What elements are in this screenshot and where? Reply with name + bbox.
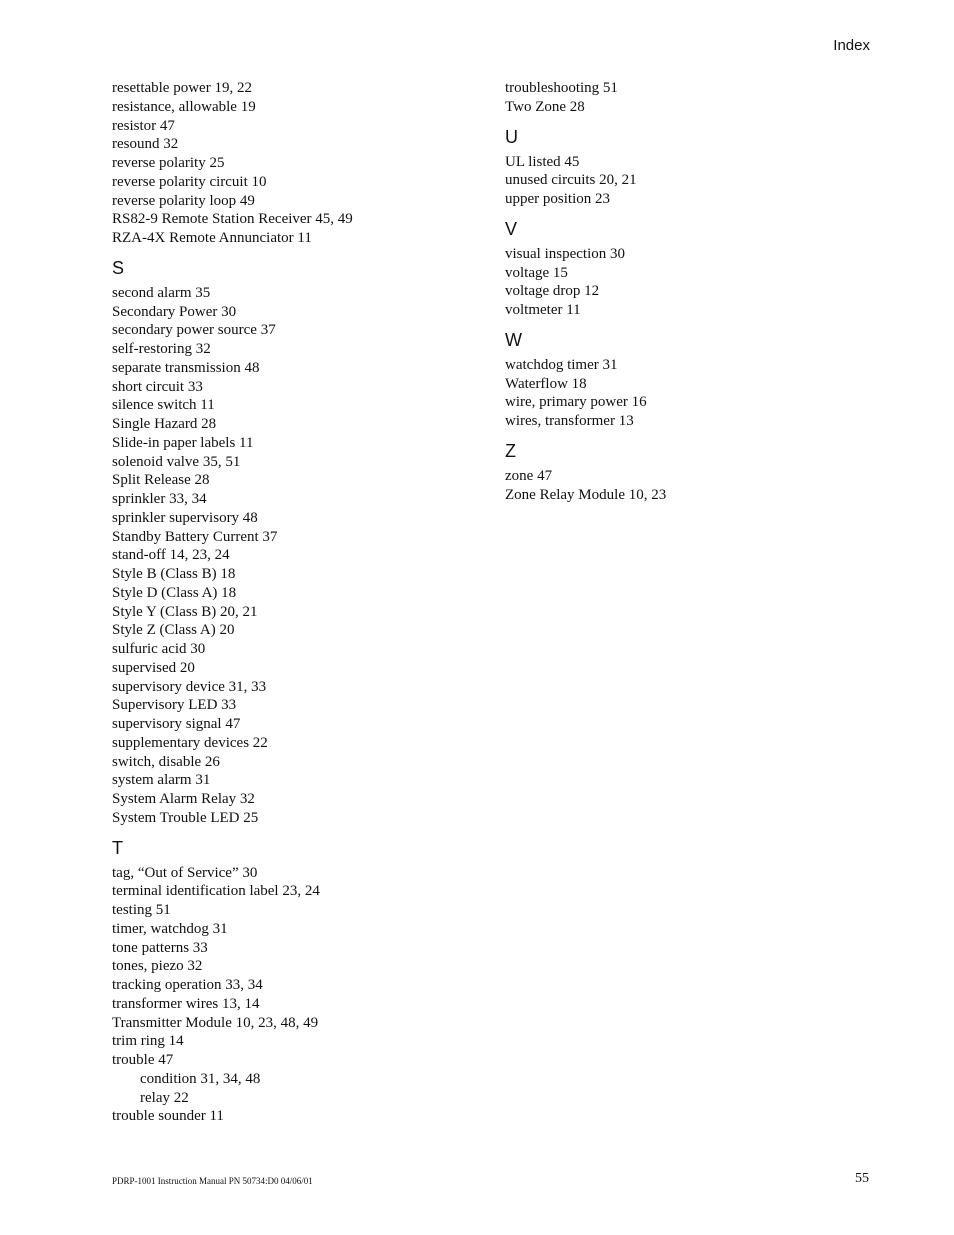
index-entry: Transmitter Module 10, 23, 48, 49 [112,1014,319,1031]
footer-page-number: 55 [855,1171,869,1186]
index-entry: supervisory device 31, 33 [112,678,267,695]
index-entry: System Trouble LED 25 [112,809,259,826]
index-entry: Two Zone 28 [505,98,585,115]
index-entry: RS82-9 Remote Station Receiver 45, 49 [112,211,353,228]
index-entry: reverse polarity circuit 10 [112,173,267,190]
footer-document-id: PDRP-1001 Instruction Manual PN 50734:D0 04/06/01 [112,1176,313,1186]
index-entry: unused circuits 20, 21 [505,172,637,189]
index-entry: wires, transformer 13 [505,413,634,429]
index-subentry: relay 22 [140,1089,189,1106]
index-entry: voltmeter 11 [505,302,581,318]
index-letter-heading: S [112,257,125,278]
page-header-section: Index [833,37,870,54]
index-entry: Zone Relay Module 10, 23 [505,486,667,503]
index-entry: Secondary Power 30 [112,303,237,320]
index-entry: stand-off 14, 23, 24 [112,547,230,564]
index-entry: separate transmission 48 [112,359,260,376]
index-entry: resistance, allowable 19 [112,98,256,115]
index-entry: reverse polarity 25 [112,155,225,171]
index-entry: switch, disable 26 [112,753,220,770]
index-entry: sprinkler supervisory 48 [112,509,258,526]
index-entry: zone 47 [505,467,553,484]
index-entry: supervisory signal 47 [112,716,241,732]
index-column-left [112,79,492,1126]
index-entry: resistor 47 [112,117,175,134]
index-entry: RZA-4X Remote Annunciator 11 [112,230,312,246]
index-column-right [505,79,885,504]
index-entry: resound 32 [112,136,179,153]
index-entry: supplementary devices 22 [112,734,268,751]
index-entry: testing 51 [112,902,171,918]
index-entry: transformer wires 13, 14 [112,995,260,1012]
index-entry: upper position 23 [505,191,610,207]
index-entry: reverse polarity loop 49 [112,192,255,209]
index-entry: trim ring 14 [112,1033,184,1050]
index-entry: tracking operation 33, 34 [112,977,263,993]
index-entry: sulfuric acid 30 [112,641,206,657]
index-entry: tone patterns 33 [112,939,208,956]
index-entry: tag, “Out of Service” 30 [112,864,258,881]
index-entry: short circuit 33 [112,378,203,395]
index-letter-heading: V [505,218,518,239]
index-entry: UL listed 45 [505,153,580,170]
index-letter-heading: T [112,837,123,858]
index-entry: terminal identification label 23, 24 [112,883,320,900]
index-entry: System Alarm Relay 32 [112,791,255,807]
index-letter-heading: W [505,329,522,350]
index-entry: troubleshooting 51 [505,80,618,96]
index-entry: second alarm 35 [112,284,211,301]
index-entry: Standby Battery Current 37 [112,528,278,545]
index-entry: Single Hazard 28 [112,416,217,432]
index-entry: Slide-in paper labels 11 [112,434,254,451]
index-entry: silence switch 11 [112,397,215,414]
index-entry: visual inspection 30 [505,245,625,262]
index-entry: voltage 15 [505,264,568,281]
index-letter-heading: Z [505,440,516,461]
index-entry: Style B (Class B) 18 [112,566,236,582]
index-entry: Style Y (Class B) 20, 21 [112,603,258,620]
index-entry: supervised 20 [112,659,195,676]
index-entry: Style Z (Class A) 20 [112,622,235,639]
index-entry: Split Release 28 [112,472,210,489]
index-entry: tones, piezo 32 [112,958,203,975]
index-entry: self-restoring 32 [112,341,211,357]
index-entry: solenoid valve 35, 51 [112,453,241,470]
index-entry: voltage drop 12 [505,283,600,300]
index-entry: wire, primary power 16 [505,394,647,411]
index-entry: resettable power 19, 22 [112,80,252,96]
index-subentry: condition 31, 34, 48 [140,1070,261,1087]
index-entry: system alarm 31 [112,772,211,789]
index-letter-heading: U [505,126,518,147]
index-entry: Supervisory LED 33 [112,697,237,714]
index-entry: sprinkler 33, 34 [112,491,207,507]
index-entry: trouble sounder 11 [112,1108,224,1125]
index-entry: trouble 47 [112,1052,174,1068]
index-entry: watchdog timer 31 [505,356,618,373]
index-entry: secondary power source 37 [112,322,276,339]
index-entry: Waterflow 18 [505,375,587,392]
index-entry: timer, watchdog 31 [112,920,228,937]
index-entry: Style D (Class A) 18 [112,584,237,601]
